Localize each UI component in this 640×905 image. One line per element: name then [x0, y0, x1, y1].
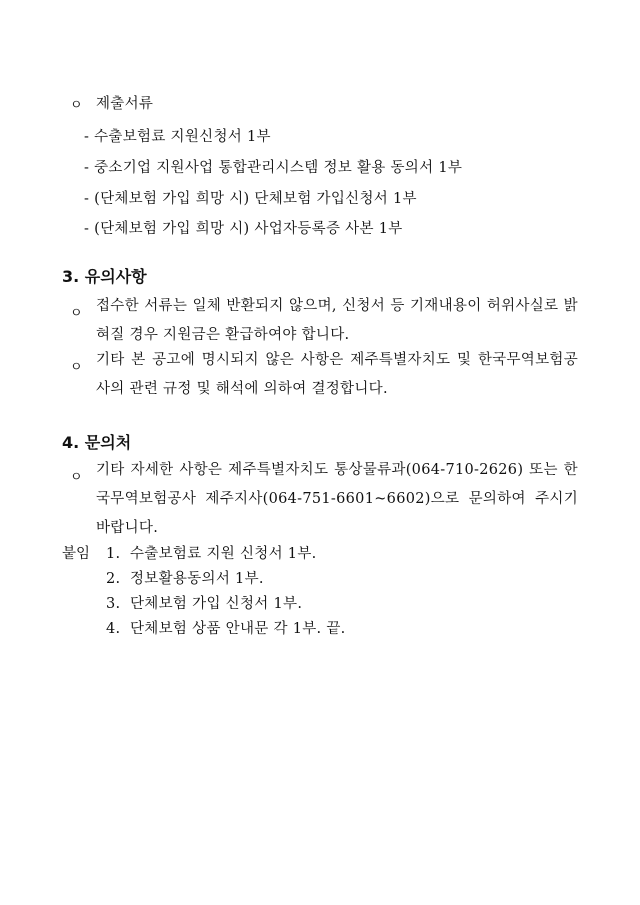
attachment-text: 단체보험 상품 안내문 각 1부. 끝. [130, 621, 346, 637]
contact-paragraph: 기타 자세한 사항은 제주특별자치도 통상물류과(064-710-2626) 또는 한국무역보험공사 제주지사(064-751-6601~6602)으로 문의하여 주시기 바랍니다. [96, 462, 578, 536]
bullet-mark: ㅇ [70, 360, 83, 375]
bullet-mark: ㅇ [70, 98, 83, 113]
attachment-text: 수출보험료 지원 신청서 1부. [130, 546, 317, 562]
submission-item: - 중소기업 지원사업 통합관리시스템 정보 활용 동의서 1부 [84, 160, 463, 176]
attachment-number: 2. [106, 571, 121, 587]
attachment-number: 4. [106, 621, 121, 637]
notice-paragraph: 접수한 서류는 일체 반환되지 않으며, 신청서 등 기재내용이 허위사실로 밝혀질 경우 지원금은 환급하여야 합니다. [96, 298, 578, 343]
section-heading: 4. 문의처 [62, 433, 132, 452]
attachment-number: 1. [106, 546, 121, 562]
bullet-mark: ㅇ [70, 470, 83, 485]
attachment-item [106, 592, 302, 613]
attachment-text: 단체보험 가입 신청서 1부. [130, 596, 303, 612]
attachment-item [106, 617, 346, 638]
section-heading: 3. 유의사항 [62, 267, 147, 286]
attachment-number: 3. [106, 596, 121, 612]
submission-title: 제출서류 [96, 96, 154, 112]
submission-item: - (단체보험 가입 희망 시) 단체보험 가입신청서 1부 [84, 191, 417, 207]
attachment-text: 정보활용동의서 1부. [130, 571, 264, 587]
notice-paragraph: 기타 본 공고에 명시되지 않은 사항은 제주특별자치도 및 한국무역보험공사의 관련 규정 및 해석에 의하여 결정합니다. [96, 352, 578, 397]
attachment-item [106, 542, 317, 563]
attachment-item [106, 567, 264, 588]
submission-item: - (단체보험 가입 희망 시) 사업자등록증 사본 1부 [84, 221, 403, 237]
attachment-label: 붙임 [62, 546, 91, 562]
submission-item: - 수출보험료 지원신청서 1부 [84, 129, 271, 145]
bullet-mark: ㅇ [70, 306, 83, 321]
